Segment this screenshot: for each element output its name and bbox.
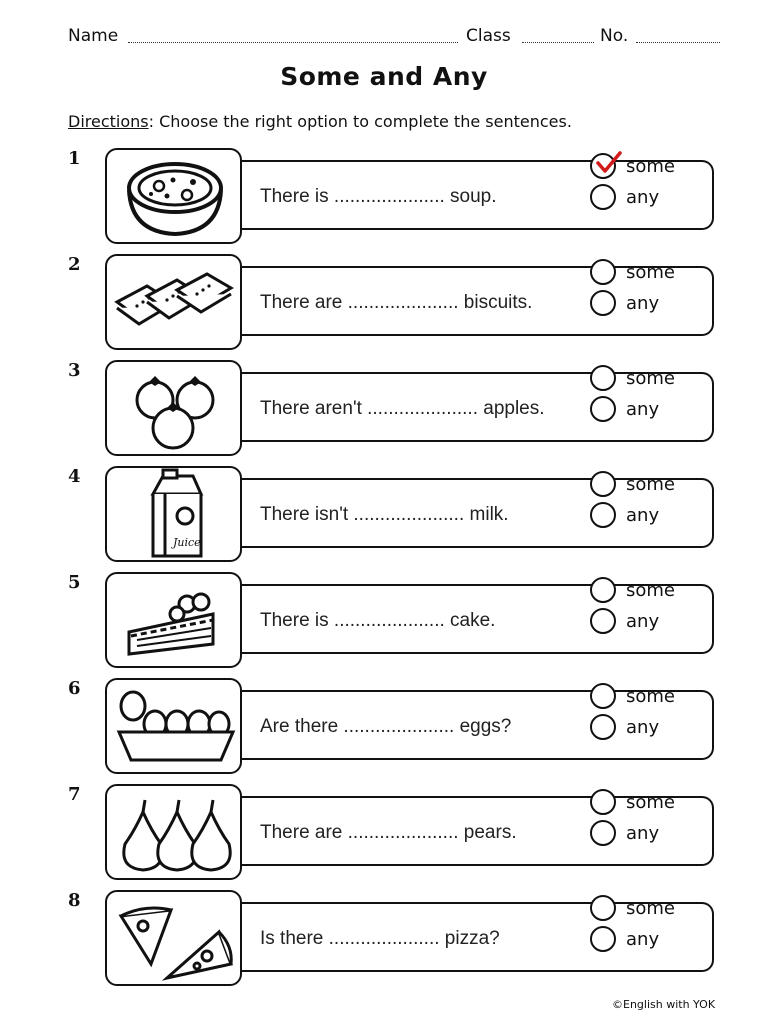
option-some-label: some	[626, 685, 675, 707]
directions	[68, 112, 572, 131]
option-any[interactable]	[590, 925, 659, 953]
copyright-footer: ©English with YOK	[612, 998, 716, 1011]
question-number: 1	[68, 148, 81, 169]
radio-some[interactable]	[590, 789, 616, 815]
checkmark-icon	[594, 151, 624, 177]
juice-carton-icon	[105, 466, 242, 562]
option-any-label: any	[626, 186, 660, 208]
option-some-label: some	[626, 791, 675, 813]
radio-some[interactable]	[590, 365, 616, 391]
directions-label: Directions	[68, 112, 149, 131]
option-some-label: some	[626, 579, 675, 601]
question-row	[64, 784, 724, 884]
pizza-slices-icon	[105, 890, 242, 986]
student-info-line	[68, 26, 720, 54]
option-some[interactable]	[590, 788, 675, 816]
sentence-text: Are there ..................... eggs?	[260, 716, 512, 737]
radio-any[interactable]	[590, 290, 616, 316]
question-row	[64, 466, 724, 566]
number-label: No.	[600, 26, 629, 46]
sentence-text: There are ..................... biscuits.	[260, 292, 533, 313]
option-some[interactable]	[590, 894, 675, 922]
question-row	[64, 360, 724, 460]
egg-carton-icon	[105, 678, 242, 774]
number-field[interactable]	[636, 42, 720, 43]
option-some-label: some	[626, 367, 675, 389]
sentence-text: Is there ..................... pizza?	[260, 928, 500, 949]
option-some-label: some	[626, 261, 675, 283]
option-any[interactable]	[590, 501, 659, 529]
question-number: 2	[68, 254, 81, 275]
radio-some[interactable]	[590, 153, 616, 179]
option-some-label: some	[626, 155, 675, 177]
sentence-text: There is ..................... soup.	[260, 186, 497, 207]
option-some-label: some	[626, 473, 675, 495]
option-any[interactable]	[590, 289, 659, 317]
option-some[interactable]	[590, 470, 675, 498]
question-row	[64, 678, 724, 778]
sentence-text: There aren't ..................... apples.	[260, 398, 545, 419]
radio-any[interactable]	[590, 184, 616, 210]
option-any-label: any	[626, 716, 660, 738]
apples-icon	[105, 360, 242, 456]
directions-text: : Choose the right option to complete the sentences.	[148, 112, 572, 131]
sentence-text: There is ..................... cake.	[260, 610, 496, 631]
radio-some[interactable]	[590, 895, 616, 921]
option-some[interactable]	[590, 152, 675, 180]
question-number: 4	[68, 466, 81, 487]
juice-label: Juice	[173, 536, 201, 549]
option-some[interactable]	[590, 576, 675, 604]
class-field[interactable]	[522, 42, 594, 43]
radio-any[interactable]	[590, 926, 616, 952]
radio-any[interactable]	[590, 396, 616, 422]
option-any[interactable]	[590, 607, 659, 635]
pears-icon	[105, 784, 242, 880]
option-any[interactable]	[590, 819, 659, 847]
sentence-text: There are ..................... pears.	[260, 822, 517, 843]
question-row	[64, 572, 724, 672]
option-any-label: any	[626, 398, 660, 420]
option-any[interactable]	[590, 713, 659, 741]
question-number: 3	[68, 360, 81, 381]
option-some[interactable]	[590, 258, 675, 286]
radio-some[interactable]	[590, 683, 616, 709]
option-any-label: any	[626, 292, 660, 314]
radio-some[interactable]	[590, 577, 616, 603]
option-some[interactable]	[590, 682, 675, 710]
page-title: Some and Any	[280, 62, 488, 91]
question-row	[64, 890, 724, 990]
name-label: Name	[68, 26, 119, 46]
question-number: 6	[68, 678, 81, 699]
option-any-label: any	[626, 610, 660, 632]
option-any-label: any	[626, 928, 660, 950]
question-number: 8	[68, 890, 81, 911]
radio-any[interactable]	[590, 820, 616, 846]
soup-bowl-icon	[105, 148, 242, 244]
option-some[interactable]	[590, 364, 675, 392]
question-row	[64, 254, 724, 354]
radio-any[interactable]	[590, 502, 616, 528]
question-row	[64, 148, 724, 248]
name-field[interactable]	[128, 42, 458, 43]
biscuits-icon	[105, 254, 242, 350]
option-any-label: any	[626, 822, 660, 844]
radio-some[interactable]	[590, 259, 616, 285]
radio-any[interactable]	[590, 608, 616, 634]
option-any[interactable]	[590, 395, 659, 423]
cake-slice-icon	[105, 572, 242, 668]
option-any-label: any	[626, 504, 660, 526]
option-some-label: some	[626, 897, 675, 919]
radio-any[interactable]	[590, 714, 616, 740]
sentence-text: There isn't ..................... milk.	[260, 504, 509, 525]
radio-some[interactable]	[590, 471, 616, 497]
class-label: Class	[466, 26, 511, 46]
option-any[interactable]	[590, 183, 659, 211]
question-number: 5	[68, 572, 81, 593]
question-number: 7	[68, 784, 81, 805]
